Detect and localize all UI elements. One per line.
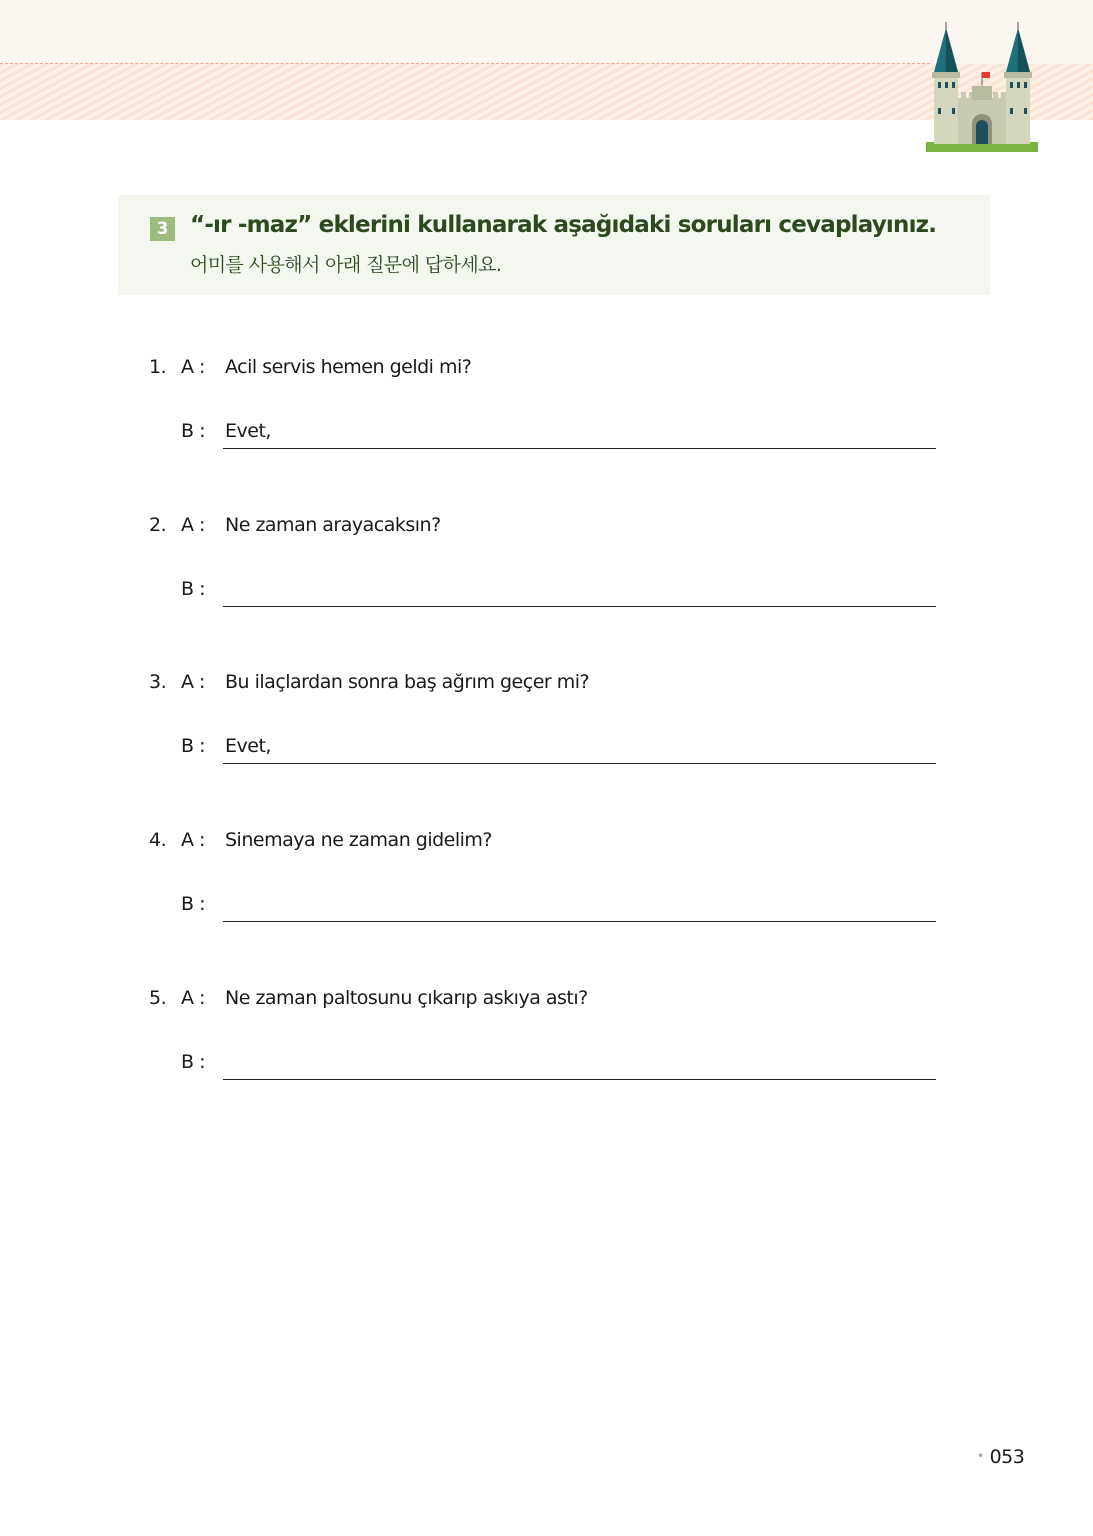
answer-line[interactable]	[223, 606, 936, 607]
page-number-text: 053	[989, 1446, 1025, 1468]
answer-line[interactable]	[223, 1079, 936, 1080]
speaker-b-label: B :	[181, 578, 205, 600]
bullet-dot-icon: •	[977, 1449, 984, 1463]
question-item-4	[0, 829, 1093, 949]
speaker-b-label: B :	[181, 893, 205, 915]
question-text: Sinemaya ne zaman gidelim?	[225, 829, 493, 851]
instruction-box	[118, 195, 990, 295]
speaker-b-label: B :	[181, 420, 205, 442]
instruction-subtitle: 어미를 사용해서 아래 질문에 답하세요.	[190, 254, 502, 276]
speaker-a-label: A :	[181, 514, 205, 536]
speaker-a-label: A :	[181, 356, 205, 378]
castle-icon	[922, 20, 1042, 158]
question-text: Bu ilaçlardan sonra baş ağrım geçer mi?	[225, 671, 590, 693]
question-number: 5.	[149, 987, 167, 1009]
question-text: Ne zaman arayacaksın?	[225, 514, 441, 536]
answer-line[interactable]	[223, 763, 936, 764]
answer-text[interactable]: Evet,	[225, 735, 271, 757]
page-number	[977, 1446, 1024, 1468]
header-dashed-divider	[0, 63, 930, 64]
speaker-a-label: A :	[181, 671, 205, 693]
speaker-a-label: A :	[181, 829, 205, 851]
answer-line[interactable]	[223, 921, 936, 922]
question-text: Acil servis hemen geldi mi?	[225, 356, 472, 378]
answer-line[interactable]	[223, 448, 936, 449]
question-item-1	[0, 356, 1093, 476]
question-item-2	[0, 514, 1093, 634]
question-number: 3.	[149, 671, 167, 693]
speaker-b-label: B :	[181, 1051, 205, 1073]
speaker-a-label: A :	[181, 987, 205, 1009]
question-item-3	[0, 671, 1093, 791]
question-number: 4.	[149, 829, 167, 851]
question-number: 2.	[149, 514, 167, 536]
question-item-5	[0, 987, 1093, 1107]
answer-text[interactable]: Evet,	[225, 420, 271, 442]
question-number: 1.	[149, 356, 167, 378]
speaker-b-label: B :	[181, 735, 205, 757]
exercise-number-badge: 3	[150, 217, 175, 241]
instruction-title: “-ır -maz” eklerini kullanarak aşağıdaki soruları cevaplayınız.	[190, 212, 937, 238]
question-text: Ne zaman paltosunu çıkarıp askıya astı?	[225, 987, 588, 1009]
